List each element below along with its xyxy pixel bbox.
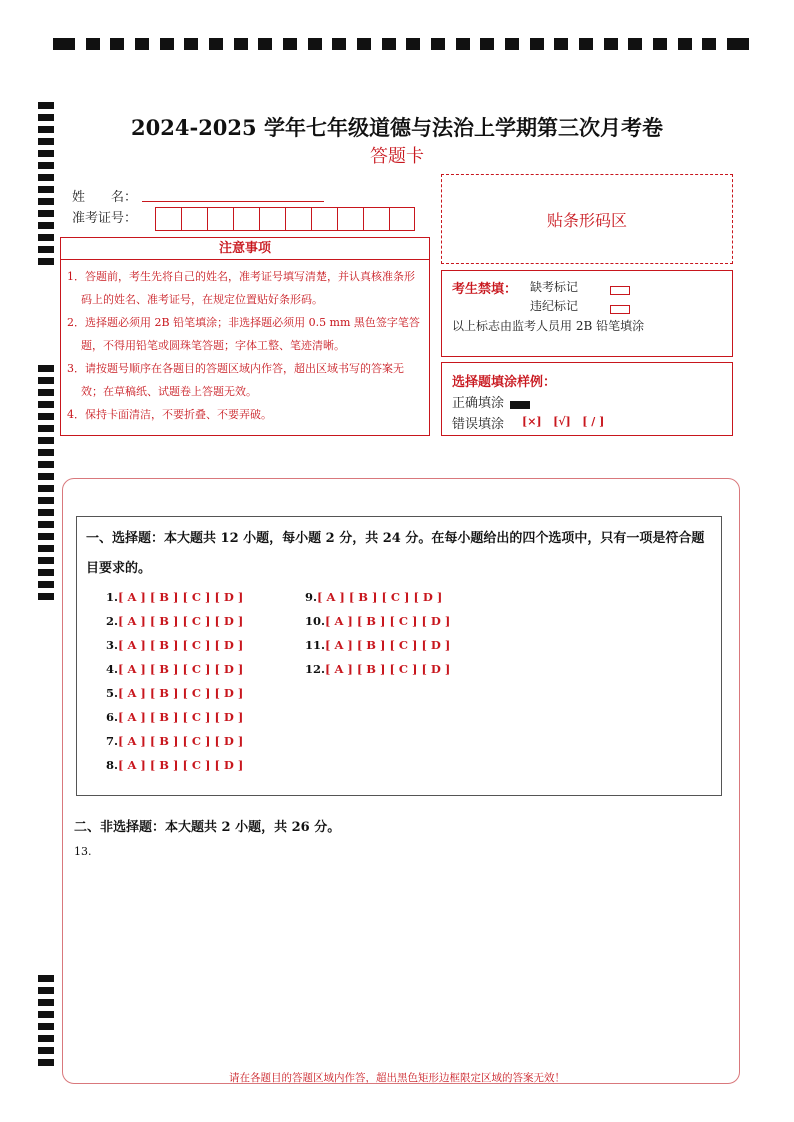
timing-mark	[38, 1047, 54, 1054]
question-7[interactable]	[106, 734, 243, 748]
answer-options[interactable]: [ A ] [ B ] [ C ] [ D ]	[118, 614, 244, 628]
timing-mark	[38, 1059, 54, 1066]
exam-id-digit-box[interactable]	[389, 207, 415, 231]
absent-mark-box[interactable]	[610, 280, 630, 299]
violation-mark-label: 违纪标记	[530, 299, 579, 313]
timing-mark	[357, 38, 371, 50]
timing-mark	[38, 258, 54, 265]
timing-mark	[38, 449, 54, 456]
timing-mark	[456, 38, 470, 50]
timing-mark	[283, 38, 297, 50]
answer-options[interactable]: [ A ] [ B ] [ C ] [ D ]	[118, 758, 244, 772]
timing-mark	[110, 38, 124, 50]
exam-title: 2024-2025 学年七年级道德与法治上学期第三次月考卷	[131, 115, 663, 140]
correct-fill-sample	[510, 394, 530, 413]
timing-mark	[38, 569, 54, 576]
question-number: 11.	[305, 638, 326, 652]
question-number: 5.	[106, 686, 119, 700]
forbid-label: 考生禁填：	[452, 282, 518, 297]
question-number: 8.	[106, 758, 119, 772]
timing-mark	[38, 437, 54, 444]
answer-options[interactable]: [ A ] [ B ] [ C ] [ D ]	[325, 662, 451, 676]
correct-fill-label: 正确填涂	[452, 396, 505, 411]
timing-mark	[38, 593, 54, 600]
timing-mark	[38, 987, 54, 994]
name-label: 姓 名：	[72, 190, 138, 205]
timing-mark	[38, 557, 54, 564]
question-10[interactable]	[305, 614, 450, 628]
answer-options[interactable]: [ A ] [ B ] [ C ] [ D ]	[118, 710, 244, 724]
question-number: 7.	[106, 734, 119, 748]
timing-mark	[38, 425, 54, 432]
timing-mark	[160, 38, 174, 50]
answer-options[interactable]: [ A ] [ B ] [ C ] [ D ]	[118, 590, 244, 604]
notice-item-3: 3．请按题号顺序在各题目的答题区域内作答，超出区域书写的答案无效；在草稿纸、试题卷上答题无效。	[67, 362, 404, 398]
question-4[interactable]	[106, 662, 243, 676]
timing-mark	[38, 975, 54, 982]
timing-mark	[38, 186, 54, 193]
timing-mark	[579, 38, 593, 50]
timing-mark	[38, 485, 54, 492]
left-timing-marks-middle	[38, 365, 54, 600]
timing-mark	[554, 38, 568, 50]
exam-id-boxes[interactable]	[155, 207, 415, 231]
timing-mark	[38, 389, 54, 396]
question-number: 6.	[106, 710, 119, 724]
question-number: 4.	[106, 662, 119, 676]
timing-mark	[234, 38, 248, 50]
question-13-number: 13.	[74, 845, 92, 858]
exam-id-digit-box[interactable]	[285, 207, 311, 231]
timing-mark	[86, 38, 100, 50]
timing-mark	[38, 497, 54, 504]
timing-mark	[38, 509, 54, 516]
timing-mark	[38, 413, 54, 420]
timing-mark	[38, 473, 54, 480]
timing-mark	[38, 102, 54, 109]
timing-mark	[38, 545, 54, 552]
question-11[interactable]	[305, 638, 450, 652]
top-timing-marks	[53, 38, 749, 50]
section1-intro: 一、选择题：本大题共 12 小题，每小题 2 分，共 24 分。在每小题给出的四个选项中，只有一项是符合题目要求的。	[86, 531, 705, 576]
left-timing-marks-lower	[38, 975, 54, 1067]
wrong-fill-samples: [×] [√] [ / ]	[522, 415, 605, 428]
question-number: 10.	[305, 614, 326, 628]
timing-mark	[209, 38, 223, 50]
exam-id-digit-box[interactable]	[181, 207, 207, 231]
timing-mark	[530, 38, 544, 50]
timing-mark	[505, 38, 519, 50]
timing-mark	[702, 38, 716, 50]
exam-id-digit-box[interactable]	[311, 207, 337, 231]
wrong-fill-label: 错误填涂	[452, 417, 505, 432]
notice-item-1: 1．答题前，考生先将自己的姓名，准考证号填写清楚，并认真核准条形码上的姓名、准考证号，在规定位置贴好条形码。	[67, 270, 415, 306]
question-9[interactable]	[305, 590, 442, 604]
timing-mark	[727, 38, 749, 50]
notice-item-2: 2．选择题必须用 2B 铅笔填涂；非选择题必须用 0.5 mm 黑色签字笔答题，不得用铅笔或圆珠笔答题；字体工整、笔迹清晰。	[67, 316, 420, 352]
timing-mark	[258, 38, 272, 50]
timing-mark	[38, 533, 54, 540]
question-1[interactable]	[106, 590, 243, 604]
fill-sample-box	[441, 362, 733, 436]
footer-warning: 请在各题目的答题区域内作答，超出黑色矩形边框限定区域的答案无效！	[229, 1072, 565, 1084]
timing-mark	[38, 246, 54, 253]
exam-id-label: 准考证号：	[72, 211, 138, 226]
timing-mark	[38, 365, 54, 372]
timing-mark	[406, 38, 420, 50]
question-number: 3.	[106, 638, 119, 652]
timing-mark	[480, 38, 494, 50]
barcode-area	[441, 174, 733, 264]
timing-mark	[135, 38, 149, 50]
question-8[interactable]	[106, 758, 243, 772]
answer-options[interactable]: [ A ] [ B ] [ C ] [ D ]	[118, 662, 244, 676]
timing-mark	[38, 1035, 54, 1042]
timing-mark	[604, 38, 618, 50]
timing-mark	[678, 38, 692, 50]
timing-mark	[38, 581, 54, 588]
timing-mark	[184, 38, 198, 50]
violation-mark-box[interactable]	[610, 299, 630, 318]
timing-mark	[382, 38, 396, 50]
timing-mark	[38, 401, 54, 408]
exam-id-digit-box[interactable]	[259, 207, 285, 231]
answer-options[interactable]: [ A ] [ B ] [ C ] [ D ]	[118, 686, 244, 700]
timing-mark	[653, 38, 667, 50]
timing-mark	[308, 38, 322, 50]
notice-item-4: 4．保持卡面清洁，不要折叠、不要弄破。	[67, 408, 272, 421]
timing-mark	[53, 38, 75, 50]
timing-mark	[38, 222, 54, 229]
timing-mark	[38, 1023, 54, 1030]
question-13-answer-area[interactable]	[74, 862, 724, 1062]
timing-mark	[38, 999, 54, 1006]
notice-heading: 注意事项	[60, 237, 430, 260]
examinee-forbidden-box	[441, 270, 733, 357]
timing-mark	[38, 461, 54, 468]
answer-options[interactable]: [ A ] [ B ] [ C ] [ D ]	[325, 638, 451, 652]
notice-body	[60, 259, 430, 436]
timing-mark	[431, 38, 445, 50]
question-number: 1.	[106, 590, 119, 604]
exam-id-digit-box[interactable]	[337, 207, 363, 231]
forbid-note: 以上标志由监考人员用 2B 铅笔填涂	[452, 319, 645, 333]
timing-mark	[38, 1011, 54, 1018]
timing-mark	[628, 38, 642, 50]
absent-mark-label: 缺考标记	[530, 280, 579, 294]
question-5[interactable]	[106, 686, 243, 700]
answer-options[interactable]: [ A ] [ B ] [ C ] [ D ]	[325, 614, 451, 628]
answer-options[interactable]: [ A ] [ B ] [ C ] [ D ]	[118, 734, 244, 748]
timing-mark	[38, 198, 54, 205]
timing-mark	[332, 38, 346, 50]
sample-label: 选择题填涂样例：	[452, 375, 557, 390]
exam-id-digit-box[interactable]	[233, 207, 259, 231]
question-number: 9.	[305, 590, 318, 604]
answer-options[interactable]: [ A ] [ B ] [ C ] [ D ]	[317, 590, 443, 604]
question-12[interactable]	[305, 662, 450, 676]
timing-mark	[38, 234, 54, 241]
exam-id-digit-box[interactable]	[155, 207, 181, 231]
answer-sheet-subtitle: 答题卡	[370, 146, 424, 167]
question-6[interactable]	[106, 710, 243, 724]
question-number: 2.	[106, 614, 119, 628]
timing-mark	[38, 377, 54, 384]
exam-id-digit-box[interactable]	[363, 207, 389, 231]
answer-options[interactable]: [ A ] [ B ] [ C ] [ D ]	[118, 638, 244, 652]
timing-mark	[38, 210, 54, 217]
timing-mark	[38, 521, 54, 528]
question-number: 12.	[305, 662, 326, 676]
barcode-label: 贴条形码区	[546, 210, 627, 230]
question-2[interactable]	[106, 614, 243, 628]
question-3[interactable]	[106, 638, 243, 652]
timing-mark	[38, 174, 54, 181]
section2-intro: 二、非选择题：本大题共 2 小题，共 26 分。	[74, 820, 341, 835]
exam-id-digit-box[interactable]	[207, 207, 233, 231]
name-field[interactable]	[142, 201, 324, 202]
